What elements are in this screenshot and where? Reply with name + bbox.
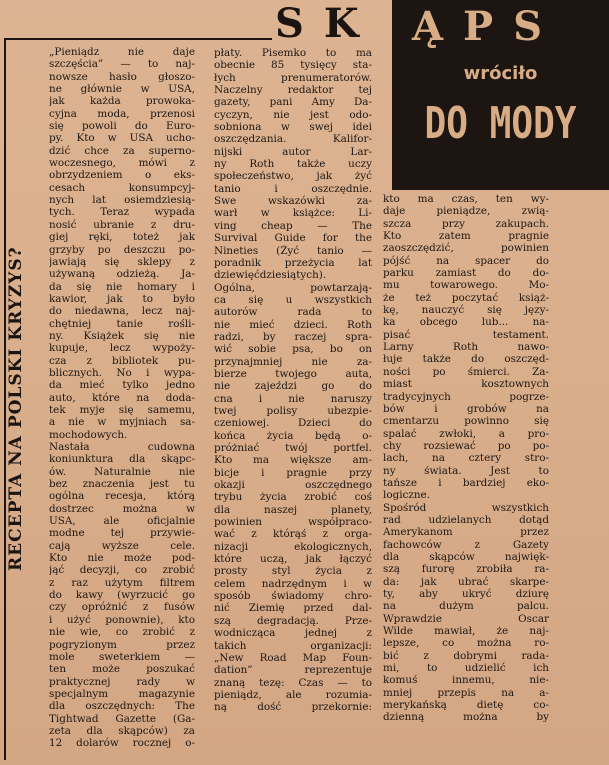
article-column-3 xyxy=(383,193,549,753)
article-line: szcza przy zakupach. xyxy=(383,217,549,230)
article-line: cesach konsumpcyj- xyxy=(49,181,195,194)
article-line: py. Kto w USA ucho- xyxy=(49,132,195,145)
article-line: cza z bibliotek pu- xyxy=(49,354,195,367)
article-line: dostrzec można w xyxy=(49,502,195,515)
article-line: kawior, jak to było xyxy=(49,292,195,305)
article-line: jak każda prowoka- xyxy=(49,95,195,108)
article-line: koniunktura dla skąpc- xyxy=(49,453,195,466)
article-line: ną dość przekornie: xyxy=(214,701,372,714)
article-line: dla oszczędnych: The xyxy=(49,700,195,713)
article-line: nić Ziemię przed dal- xyxy=(214,602,372,615)
article-line: woczesnego, mówi z xyxy=(49,157,195,170)
article-line: końca życia będą o- xyxy=(214,429,372,442)
headline-box xyxy=(392,0,609,190)
article-line: cna i nie naruszy xyxy=(214,392,372,405)
article-line: ty, aby ukryć dziurę xyxy=(383,588,549,600)
article-line: Larny Roth nawo- xyxy=(383,341,549,354)
article-line: spalać zwłoki, a pro- xyxy=(383,427,549,440)
article-line: społeczeństwo, jak żyć xyxy=(214,170,372,183)
article-line: kę, nauczyć się języ- xyxy=(383,304,549,317)
article-line: ca się u wszystkich xyxy=(214,293,372,306)
article-column-2 xyxy=(214,47,372,762)
article-line: nosić ubranie z dru- xyxy=(49,218,195,231)
article-line: prosty styl życia z xyxy=(214,565,372,578)
article-line: ny. Książek się nie xyxy=(49,329,195,342)
article-line: tradycyjnych pogrze- xyxy=(383,390,549,403)
article-line: nizacji ekologicznych, xyxy=(214,540,372,553)
article-line: nijski autor Lar- xyxy=(214,145,372,158)
article-line: Amerykanom przez xyxy=(383,526,549,539)
article-line: poradnik przeżycia lat xyxy=(214,256,372,269)
article-line: logiczne. xyxy=(383,489,430,502)
article-column-1 xyxy=(49,46,195,761)
article-line: szczęścia” — to naj- xyxy=(49,58,195,71)
article-line: da mieć tylko jedno xyxy=(49,379,195,392)
article-line: ten może poszukać xyxy=(49,663,195,676)
side-title: RECEPTA NA POLSKI KRYZYS? xyxy=(6,246,26,571)
article-line: chętniej tanie rośli- xyxy=(49,317,195,330)
article-line: mu towarowego. Mo- xyxy=(383,279,549,292)
article-line: Nastała cudowna xyxy=(49,441,195,453)
article-line: dation” reprezentuje xyxy=(214,664,372,677)
article-line: do kawy (wyrzucić go xyxy=(49,589,195,602)
article-line: cają wyższe cele. xyxy=(49,539,195,552)
article-line: nie zajeździ go do xyxy=(214,380,372,393)
article-line: czy opróżnić z fusów xyxy=(49,601,195,614)
headline-box-big: ĄPS xyxy=(412,3,562,50)
article-line: pisać testament. xyxy=(383,328,549,341)
article-line: „Pieniądz nie daje xyxy=(49,46,195,58)
article-line: miast kosztownych xyxy=(383,378,549,391)
article-line: twej polisy ubezpie- xyxy=(214,404,372,417)
article-line: cyjna moda, przenosi xyxy=(49,107,195,120)
article-line: ności po śmierci. Za- xyxy=(383,365,549,378)
article-line: pójść na spacer do xyxy=(383,254,549,267)
article-line: sposób świadomy chro- xyxy=(214,590,372,603)
article-line: tych. Teraz wypada xyxy=(49,206,195,219)
article-line: tanio i oszczędnie. xyxy=(214,182,372,195)
article-line: blicznych. No i wypa- xyxy=(49,366,195,379)
article-line: używaną odzieżą. Ja- xyxy=(49,268,195,281)
article-line: ogólna recesja, którą xyxy=(49,490,195,503)
headline-box-mid: wróciło xyxy=(463,63,538,84)
article-line: Ogólna, powtarzają- xyxy=(214,281,372,294)
article-line: dzić chce za superno- xyxy=(49,144,195,157)
article-line: szą degradacją. Prze- xyxy=(214,614,372,627)
headline-left: SK xyxy=(275,0,379,47)
article-line: kupuje, lecz wypoży- xyxy=(49,342,195,355)
article-line: daje pieniądze, zwią- xyxy=(383,205,549,218)
article-line: się powoli do Euro- xyxy=(49,120,195,133)
article-line: merykańską dietę co- xyxy=(383,699,549,712)
article-line: sobniona w swej idei xyxy=(214,121,372,134)
article-line: nie mieć dzieci. Roth xyxy=(214,318,372,331)
article-line: ne głównie w USA, xyxy=(49,83,195,96)
article-line: Tightwad Gazette (Ga- xyxy=(49,712,195,725)
article-line: a nie w myjniach sa- xyxy=(49,416,195,429)
article-line: kto ma czas, ten wy- xyxy=(383,193,549,205)
article-line: i użyć ponownie), kto xyxy=(49,613,195,626)
article-line: gazety, pani Amy Da- xyxy=(214,96,372,109)
article-line: wać z którąś z orga- xyxy=(214,528,372,541)
article-line: łuje także do oszczęd- xyxy=(383,353,549,366)
article-line: znaną tezę: Czas — to xyxy=(214,676,372,689)
article-line: modne tej przywie- xyxy=(49,527,195,540)
headline-box-bottom: DO MODY xyxy=(424,98,577,149)
article-line: bić z dobrymi rada- xyxy=(383,649,549,662)
article-line: próżniać twój portfel. xyxy=(214,442,372,454)
article-line: parku zamiast do do- xyxy=(383,267,549,280)
article-line: Kto nie może pod- xyxy=(49,552,195,565)
article-line: do niedawna, lecz naj- xyxy=(49,305,195,318)
article-line: da: jak ubrać skarpe- xyxy=(383,575,549,588)
article-line: jąć decyzji, co zrobić xyxy=(49,564,195,577)
article-line: które uczą, jak łączyć xyxy=(214,553,372,566)
article-line: pieniądz, ale rozumia- xyxy=(214,688,372,701)
article-line: cmentarzu powinno się xyxy=(383,415,549,428)
article-line: ka obcego lub... na- xyxy=(383,316,549,329)
article-line: mochodowych. xyxy=(49,428,128,441)
article-line: chy rozsiewać po po- xyxy=(383,439,549,452)
article-line: na dużym palcu. xyxy=(383,600,549,613)
article-line: Kto ma większe am- xyxy=(214,454,372,467)
article-line: takich organizacji: xyxy=(214,639,372,652)
article-line: Wprawdzie Oscar xyxy=(383,612,549,625)
article-line: Naczelny redaktor tej xyxy=(214,84,372,97)
article-line: praktycznej rady w xyxy=(49,675,195,688)
article-line: z raz użytym filtrem xyxy=(49,576,195,589)
article-line: okazji oszczędnego xyxy=(214,479,372,492)
article-line: zaoszczędzić, powinien xyxy=(383,242,549,255)
article-line: giej ręki, toteż jak xyxy=(49,231,195,244)
article-line: nowsze hasło głoszo- xyxy=(49,70,195,83)
article-line: radzi, by raczej spra- xyxy=(214,330,372,343)
article-line: bicje i pragnie przy xyxy=(214,466,372,479)
article-line: jawiają się sklepy z xyxy=(49,255,195,268)
article-line: tańsze i bardziej eko- xyxy=(383,476,549,489)
article-line: tek myje się samemu, xyxy=(49,403,195,416)
article-line: szą furorę zrobiła ra- xyxy=(383,563,549,576)
article-line: ny Roth także uczy xyxy=(214,158,372,171)
article-line: specjalnym magazynie xyxy=(49,687,195,700)
article-line: lach, na cztery stro- xyxy=(383,452,549,465)
article-line: Wilde mawiał, że naj- xyxy=(383,625,549,638)
article-line: bez znaczenia jest tu xyxy=(49,478,195,491)
article-line: dziewięćdziesiątych). xyxy=(214,269,327,282)
article-line: ny świata. Jest to xyxy=(383,464,549,477)
article-line: warł w książce: Li- xyxy=(214,207,372,220)
article-line: oszczędzania. Kalifor- xyxy=(214,133,372,146)
article-line: powinien współpraco- xyxy=(214,516,372,529)
article-line: przynajmniej nie za- xyxy=(214,355,372,368)
article-line: ving cheap — The xyxy=(214,219,372,232)
article-line: ów. Naturalnie nie xyxy=(49,465,195,478)
article-line: że też poczytać książ- xyxy=(383,291,549,304)
article-line: rad udzielanych dotąd xyxy=(383,513,549,526)
article-line: zeta dla skąpców) za xyxy=(49,724,195,737)
article-line: Kto zatem pragnie xyxy=(383,230,549,243)
article-line: czeniowej. Dzieci do xyxy=(214,417,372,430)
article-line: wić sobie psa, bo on xyxy=(214,343,372,356)
article-line: bierze twojego auta, xyxy=(214,367,372,380)
article-line: celem nadrzędnym i w xyxy=(214,577,372,590)
article-line: mniej przepis na a- xyxy=(383,686,549,699)
article-line: mole sweterkiem — xyxy=(49,650,195,663)
article-line: obecnie 85 tysięcy sta- xyxy=(214,59,372,72)
article-line: łych prenumeratorów. xyxy=(214,71,372,84)
article-line: wodnicząca jednej z xyxy=(214,627,372,640)
article-line: pogryzionym przez xyxy=(49,638,195,651)
article-line: nych lat osiemdziesią- xyxy=(49,194,195,207)
article-line: da się nie homary i xyxy=(49,280,195,293)
article-line: Spośród wszystkich xyxy=(383,501,549,514)
article-line: mi, to udzielić ich xyxy=(383,662,549,675)
article-line: dla naszej planety, xyxy=(214,503,372,516)
article-line: fachowców z Gazety xyxy=(383,538,549,551)
article-line: nie wie, co zrobić z xyxy=(49,626,195,639)
article-line: trybu życia zrobić coś xyxy=(214,491,372,504)
article-line: cyczyn, nie jest odo- xyxy=(214,108,372,121)
article-line: auto, które na doda- xyxy=(49,391,195,404)
article-line: 12 dolarów rocznej o- xyxy=(49,737,195,750)
article-line: Nineties (Żyć tanio — xyxy=(214,244,372,257)
article-line: „New Road Map Foun- xyxy=(214,651,372,664)
article-line: autorów rada to xyxy=(214,306,372,319)
article-line: bów i grobów na xyxy=(383,402,549,415)
article-line: grzyby po deszczu po- xyxy=(49,243,195,256)
article-line: płaty. Pisemko to ma xyxy=(214,47,372,59)
article-line: obrzydzeniem o eks- xyxy=(49,169,195,182)
frame-top-rule xyxy=(4,38,272,40)
article-line: Survival Guide for the xyxy=(214,232,372,245)
article-line: komuś innemu, nie- xyxy=(383,674,549,687)
article-line: dzienną można by xyxy=(383,711,549,724)
article-line: USA, ale oficjalnie xyxy=(49,515,195,528)
article-line: Swe wskazówki za- xyxy=(214,195,372,208)
article-line: lepsze, co można ro- xyxy=(383,637,549,650)
article-line: dla skąpców najwięk- xyxy=(383,550,549,563)
